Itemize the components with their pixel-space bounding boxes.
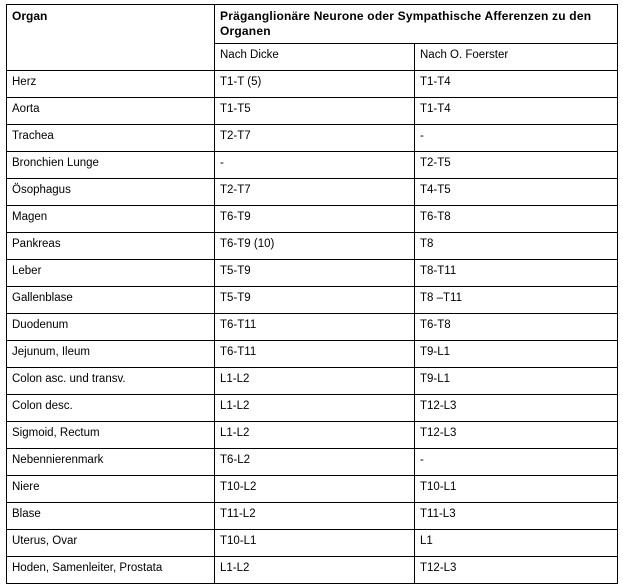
cell-foerster: T8 xyxy=(415,233,618,260)
cell-organ: Sigmoid, Rectum xyxy=(7,422,215,449)
cell-foerster: T12-L3 xyxy=(415,557,618,584)
header-cell-organ: Organ xyxy=(7,5,215,71)
cell-foerster: T12-L3 xyxy=(415,422,618,449)
cell-foerster: T1-T4 xyxy=(415,71,618,98)
cell-dicke: T6-T11 xyxy=(215,314,415,341)
table-row xyxy=(7,125,618,152)
cell-dicke: T2-T7 xyxy=(215,125,415,152)
header-cell-span-title: Präganglionäre Neurone oder Sympathische Afferenzen zu den Organen xyxy=(215,5,618,44)
table-row xyxy=(7,233,618,260)
cell-dicke: T6-T9 (10) xyxy=(215,233,415,260)
table-row xyxy=(7,341,618,368)
table-body xyxy=(7,5,618,584)
cell-dicke: T1-T5 xyxy=(215,98,415,125)
cell-foerster: T11-L3 xyxy=(415,503,618,530)
cell-dicke: L1-L2 xyxy=(215,368,415,395)
cell-organ: Jejunum, Ileum xyxy=(7,341,215,368)
cell-organ: Pankreas xyxy=(7,233,215,260)
cell-foerster: T4-T5 xyxy=(415,179,618,206)
cell-organ: Gallenblase xyxy=(7,287,215,314)
cell-dicke: T10-L1 xyxy=(215,530,415,557)
cell-organ: Magen xyxy=(7,206,215,233)
cell-organ: Leber xyxy=(7,260,215,287)
table-row xyxy=(7,314,618,341)
cell-organ: Ösophagus xyxy=(7,179,215,206)
organ-innervation-table xyxy=(6,4,618,584)
cell-foerster: T8 –T11 xyxy=(415,287,618,314)
header-cell-nach-foerster: Nach O. Foerster xyxy=(415,44,618,71)
table-row xyxy=(7,449,618,476)
cell-dicke: T2-T7 xyxy=(215,179,415,206)
table-row xyxy=(7,557,618,584)
cell-dicke: - xyxy=(215,152,415,179)
table-row xyxy=(7,476,618,503)
cell-foerster: T9-L1 xyxy=(415,368,618,395)
cell-foerster: L1 xyxy=(415,530,618,557)
cell-foerster: T10-L1 xyxy=(415,476,618,503)
cell-organ: Blase xyxy=(7,503,215,530)
cell-organ: Herz xyxy=(7,71,215,98)
cell-organ: Aorta xyxy=(7,98,215,125)
table-row xyxy=(7,395,618,422)
header-cell-nach-dicke: Nach Dicke xyxy=(215,44,415,71)
cell-organ: Hoden, Samenleiter, Prostata xyxy=(7,557,215,584)
cell-dicke: L1-L2 xyxy=(215,557,415,584)
table-row xyxy=(7,368,618,395)
cell-foerster: T12-L3 xyxy=(415,395,618,422)
cell-dicke: L1-L2 xyxy=(215,395,415,422)
table-row xyxy=(7,152,618,179)
cell-dicke: T11-L2 xyxy=(215,503,415,530)
cell-organ: Niere xyxy=(7,476,215,503)
cell-dicke: T5-T9 xyxy=(215,287,415,314)
table-row xyxy=(7,71,618,98)
cell-organ: Trachea xyxy=(7,125,215,152)
table-row xyxy=(7,260,618,287)
cell-dicke: T10-L2 xyxy=(215,476,415,503)
table-row xyxy=(7,530,618,557)
cell-foerster: - xyxy=(415,449,618,476)
cell-dicke: T6-L2 xyxy=(215,449,415,476)
cell-dicke: T5-T9 xyxy=(215,260,415,287)
table-header-row-primary xyxy=(7,5,618,44)
cell-foerster: T2-T5 xyxy=(415,152,618,179)
cell-dicke: T6-T11 xyxy=(215,341,415,368)
cell-foerster: T9-L1 xyxy=(415,341,618,368)
cell-organ: Colon asc. und transv. xyxy=(7,368,215,395)
cell-foerster: T6-T8 xyxy=(415,314,618,341)
cell-dicke: L1-L2 xyxy=(215,422,415,449)
table-row xyxy=(7,98,618,125)
table-row xyxy=(7,422,618,449)
cell-foerster: T6-T8 xyxy=(415,206,618,233)
cell-foerster: T1-T4 xyxy=(415,98,618,125)
table-row xyxy=(7,503,618,530)
cell-foerster: - xyxy=(415,125,618,152)
cell-organ: Uterus, Ovar xyxy=(7,530,215,557)
table-row xyxy=(7,206,618,233)
cell-organ: Colon desc. xyxy=(7,395,215,422)
cell-dicke: T6-T9 xyxy=(215,206,415,233)
table-row xyxy=(7,179,618,206)
cell-organ: Nebennierenmark xyxy=(7,449,215,476)
cell-foerster: T8-T11 xyxy=(415,260,618,287)
cell-organ: Bronchien Lunge xyxy=(7,152,215,179)
table-row xyxy=(7,287,618,314)
cell-dicke: T1-T (5) xyxy=(215,71,415,98)
cell-organ: Duodenum xyxy=(7,314,215,341)
